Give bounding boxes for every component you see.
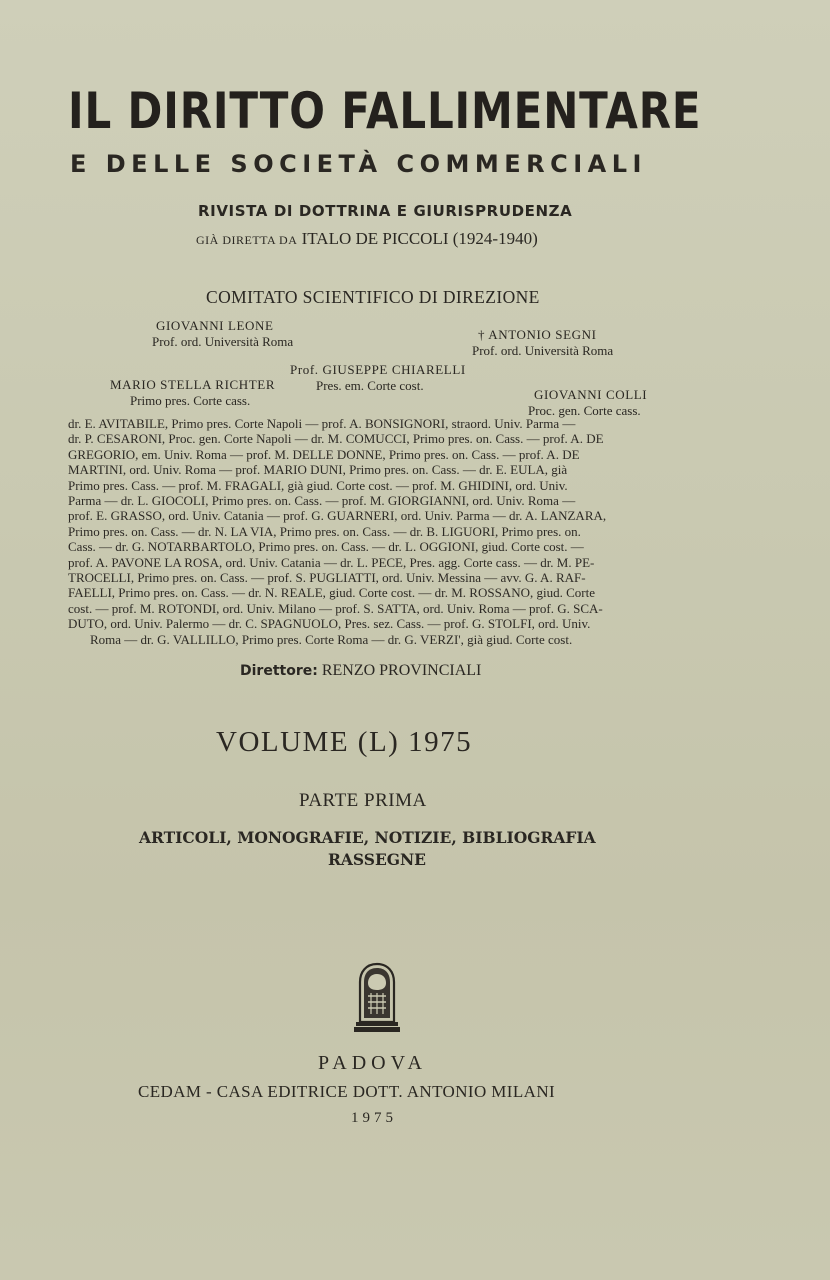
members-line: FAELLI, Primo pres. on. Cass. — dr. N. REALE, giud. Corte cost. — dr. M. ROSSANO, giud. Corte (68, 585, 595, 601)
members-line: prof. A. PAVONE LA ROSA, ord. Univ. Catania — dr. L. PECE, Pres. agg. Corte cass. — dr. M. PE- (68, 554, 595, 570)
former-director-prefix: GIÀ DIRETTA DA (196, 233, 298, 247)
publication-year: 1975 (351, 1110, 397, 1126)
members-line: DUTO, ord. Univ. Palermo — dr. C. SPAGNUOLO, Pres. sez. Cass. — prof. G. STOLFI, ord. Univ. (68, 616, 591, 632)
committee-member-role: Prof. ord. Università Roma (152, 334, 294, 349)
members-line: TROCELLI, Primo pres. on. Cass. — prof. S. PUGLIATTI, ord. Univ. Messina — avv. G. A. RAF- (68, 570, 586, 586)
committee-member-name: Prof. GIUSEPPE CHIARELLI (290, 362, 466, 377)
committee-member-name: GIOVANNI COLLI (534, 387, 648, 402)
members-line: Roma — dr. G. VALLILLO, Primo pres. Corte Roma — dr. G. VERZI', già giud. Corte cost. (90, 631, 573, 647)
committee-member (110, 377, 275, 409)
members-line: MARTINI, ord. Univ. Roma — prof. MARIO DUNI, Primo pres. on. Cass. — dr. E. EULA, già (68, 462, 568, 478)
committee-member-role: Prof. ord. Università Roma (472, 343, 614, 358)
committee-heading: COMITATO SCIENTIFICO DI DIREZIONE (206, 287, 540, 307)
former-director-line (196, 229, 538, 249)
members-line: dr. E. AVITABILE, Primo pres. Corte Napoli — prof. A. BONSIGNORI, straord. Univ. Parma — (68, 416, 576, 431)
former-director-name: ITALO DE PICCOLI (301, 229, 449, 248)
director-name: RENZO PROVINCIALI (321, 662, 482, 679)
committee-member-name: GIOVANNI LEONE (156, 318, 274, 333)
committee-member (472, 327, 613, 359)
journal-subtitle: E DELLE SOCIETÀ COMMERCIALI (70, 150, 647, 178)
volume-title: VOLUME (L) 1975 (216, 726, 473, 758)
committee-member (290, 362, 466, 394)
committee-member-role: Proc. gen. Corte cass. (528, 403, 641, 418)
members-line: Parma — dr. L. GIOCOLI, Primo pres. on. Cass. — prof. M. GIORGIANNI, ord. Univ. Roma — (68, 493, 576, 509)
committee-member (528, 387, 647, 419)
contents-line: ARTICOLI, MONOGRAFIE, NOTIZIE, BIBLIOGRAFIA (139, 828, 596, 847)
director-line (240, 662, 481, 680)
committee-member-name: † ANTONIO SEGNI (478, 327, 597, 342)
director-label: Direttore: (240, 663, 318, 679)
committee-member-name: MARIO STELLA RICHTER (110, 377, 276, 392)
journal-tagline: RIVISTA DI DOTTRINA E GIURISPRUDENZA (198, 202, 573, 220)
committee-member-role: Primo pres. Corte cass. (130, 393, 251, 408)
members-line: Primo pres. Cass. — prof. M. FRAGALI, già giud. Corte cost. — prof. M. GHIDINI, ord. Univ. (68, 477, 568, 493)
members-line: prof. E. GRASSO, ord. Univ. Catania — prof. G. GUARNERI, ord. Univ. Parma — dr. A. LANZARA, (68, 508, 607, 524)
publisher-name: CEDAM - CASA EDITRICE DOTT. ANTONIO MILANI (138, 1082, 556, 1101)
committee-member (152, 318, 293, 350)
former-director-years: (1924-1940) (452, 229, 538, 248)
members-line: dr. P. CESARONI, Proc. gen. Corte Napoli — dr. M. COMUCCI, Primo pres. on. Cass. — prof. A. DE (68, 431, 604, 447)
committee-member-role: Pres. em. Corte cost. (316, 378, 424, 393)
members-line: Primo pres. on. Cass. — dr. N. LA VIA, Primo pres. on. Cass. — dr. B. LIGUORI, Primo pres. on. (68, 523, 581, 539)
members-line: GREGORIO, em. Univ. Roma — prof. M. DELLE DONNE, Primo pres. on. Cass. — prof. A. DE (68, 446, 580, 462)
journal-title: IL DIRITTO FALLIMENTARE (68, 82, 702, 140)
members-line: cost. — prof. M. ROTONDI, ord. Univ. Milano — prof. S. SATTA, ord. Univ. Roma — prof. G. SCA- (68, 600, 603, 616)
members-line: Cass. — dr. G. NOTARBARTOLO, Primo pres. on. Cass. — dr. L. OGGIONI, giud. Corte cost. — (68, 539, 584, 555)
publisher-emblem-icon (354, 962, 400, 1034)
contents-line: RASSEGNE (328, 850, 426, 869)
part-title: PARTE PRIMA (299, 790, 427, 811)
publisher-city: PADOVA (318, 1052, 427, 1074)
committee-members-list (68, 416, 688, 647)
